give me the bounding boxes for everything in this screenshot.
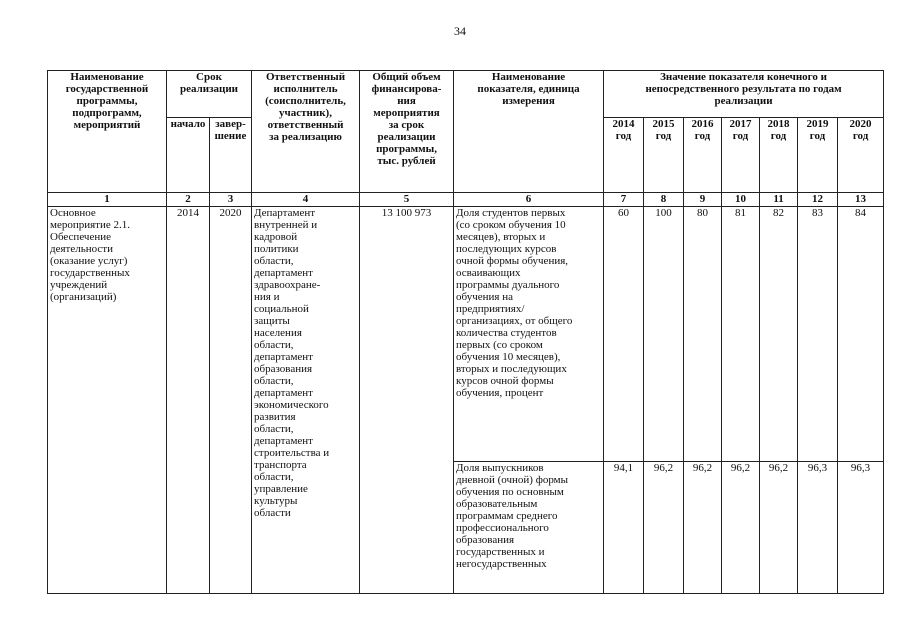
term-end-value: 2020 (210, 206, 252, 593)
header-year: 2019 год (798, 118, 838, 193)
column-number: 8 (644, 193, 684, 206)
term-start-value: 2014 (167, 206, 210, 593)
indicator-value: 84 (838, 206, 884, 462)
program-table (47, 70, 884, 594)
column-number: 3 (210, 193, 252, 206)
indicator-value: 83 (798, 206, 838, 462)
table-row (48, 206, 884, 462)
column-number: 12 (798, 193, 838, 206)
indicator-value: 96,3 (798, 462, 838, 594)
header-funding: Общий объем финансирова- ния мероприятия за срок реализации программы, тыс. рублей (360, 71, 454, 193)
column-number: 7 (604, 193, 644, 206)
funding-value: 13 100 973 (360, 206, 454, 593)
header-term: Срок реализации (167, 71, 252, 118)
activity-name: Основное мероприятие 2.1. Обеспечение деятельности (оказание услуг) государственных учреждений (организаций) (48, 206, 167, 593)
indicator-value: 96,2 (760, 462, 798, 594)
header-name: Наименование государственной программы, подпрограмм, мероприятий (48, 71, 167, 193)
executor-list: Департамент внутренней и кадровой политики области, департамент здравоохране- ния и социальной защиты населения области, департамент образования области, департамент экономического развития области, департамент строительства и транспорта области, управление культуры области (252, 206, 360, 593)
indicator-value: 81 (722, 206, 760, 462)
page-number: 34 (454, 24, 466, 38)
header-year: 2016 год (684, 118, 722, 193)
indicator-value: 100 (644, 206, 684, 462)
header-year: 2020 год (838, 118, 884, 193)
column-number: 6 (454, 193, 604, 206)
header-year: 2014 год (604, 118, 644, 193)
header-year: 2017 год (722, 118, 760, 193)
column-number: 9 (684, 193, 722, 206)
column-number: 13 (838, 193, 884, 206)
column-number: 11 (760, 193, 798, 206)
indicator-name: Доля студентов первых (со сроком обучения 10 месяцев), вторых и последующих курсов очной формы обучения, осваивающих программы дуального обучения на предприятиях/ организациях, от общего количества студентов первых (со сроком обучения 10 месяцев), вторых и последующих курсов очной формы обучения, процент (454, 206, 604, 462)
column-number: 2 (167, 193, 210, 206)
header-term-end: завер- шение (210, 118, 252, 193)
header-executor: Ответственный исполнитель (соисполнитель, участник), ответственный за реализацию (252, 71, 360, 193)
indicator-value: 60 (604, 206, 644, 462)
column-number: 5 (360, 193, 454, 206)
indicator-value: 96,2 (644, 462, 684, 594)
column-numbers-row (48, 193, 884, 206)
indicator-value: 80 (684, 206, 722, 462)
column-number: 4 (252, 193, 360, 206)
indicator-value: 94,1 (604, 462, 644, 594)
column-number: 10 (722, 193, 760, 206)
column-number: 1 (48, 193, 167, 206)
header-year: 2015 год (644, 118, 684, 193)
indicator-value: 96,2 (722, 462, 760, 594)
header-indicator: Наименование показателя, единица измерения (454, 71, 604, 193)
indicator-value: 96,2 (684, 462, 722, 594)
header-term-start: начало (167, 118, 210, 193)
indicator-value: 96,3 (838, 462, 884, 594)
indicator-name: Доля выпускников дневной (очной) формы обучения по основным образовательным программам среднего профессионального образования государственных и негосударственных (454, 462, 604, 594)
header-values: Значение показателя конечного и непосредственного результата по годам реализации (604, 71, 884, 118)
header-year: 2018 год (760, 118, 798, 193)
indicator-value: 82 (760, 206, 798, 462)
